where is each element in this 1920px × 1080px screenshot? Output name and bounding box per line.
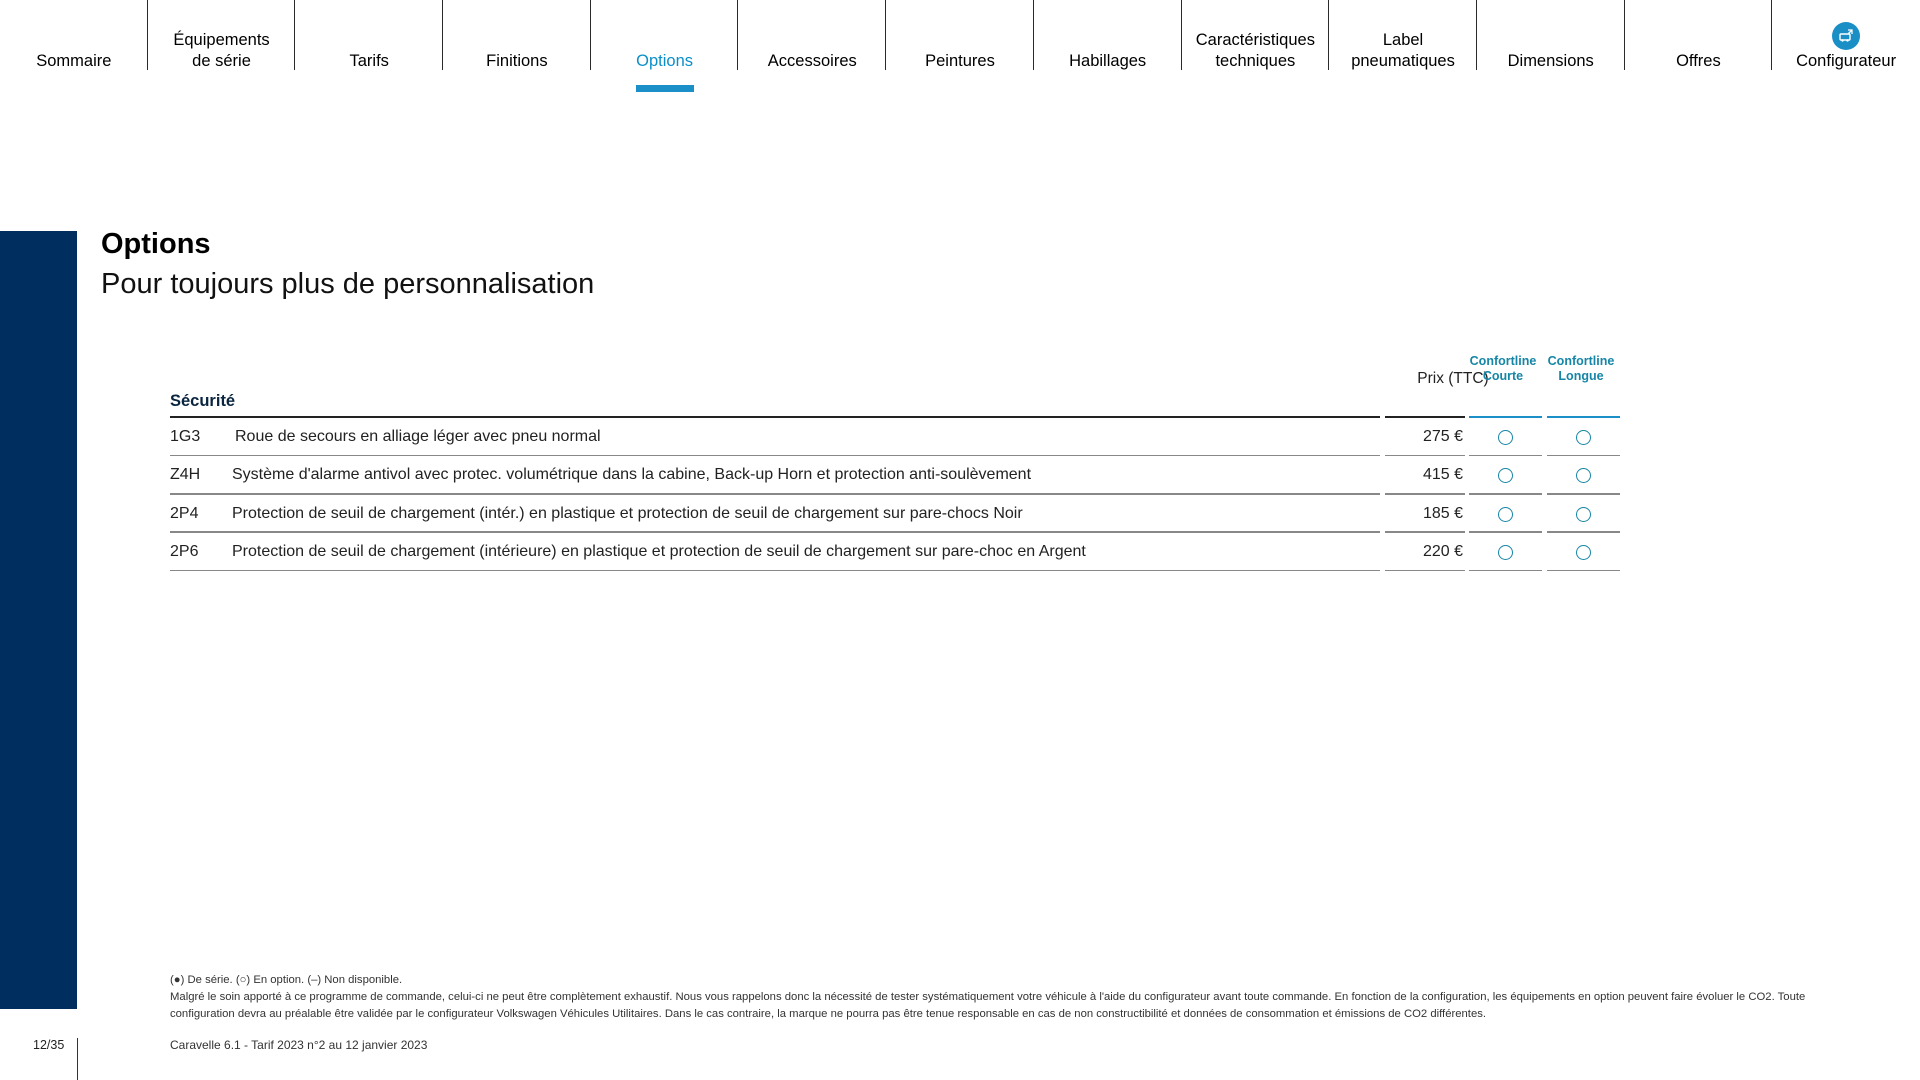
option-description: Système d'alarme antivol avec protec. volumétrique dans la cabine, Back-up Horn et protection anti-soulèvement <box>232 466 1032 484</box>
optional-circle-icon <box>1498 430 1513 445</box>
option-code: 2P4 <box>170 504 199 522</box>
nav-accessoires[interactable] <box>738 0 886 100</box>
option-code: 2P6 <box>170 542 199 560</box>
disclaimer-text: Malgré le soin apporté à ce programme de commande, celui-ci ne peut être complètement exhaustif. Nous vous rappelons donc la nécessité de tester systématiquement votre véhicule à l'aide du configurateur avant toute commande. En fonction de la configuration, les équipements en option peuvent faire évoluer le CO2. Toute configuration devra au préalable être validée par le configurateur Volkswagen Véhicules Utilitaires. Dans le cas contraire, la marque ne pourra pas être tenue responsable en cas de non constructibilité et données de consommation et émissions de CO2 différentes. <box>170 991 1806 1020</box>
nav-label: Sommaire <box>36 52 112 70</box>
nav-label: Équipements de série <box>173 31 270 70</box>
table-row <box>170 418 1620 456</box>
option-description: Protection de seuil de chargement (intérieure) en plastique et protection de seuil de chargement sur pare-choc en Argent <box>232 542 1086 560</box>
section-title: Sécurité <box>170 392 236 410</box>
table-row <box>170 533 1620 571</box>
active-tab-indicator <box>636 85 694 92</box>
optional-circle-icon <box>1498 507 1513 522</box>
option-description: Roue de secours en alliage léger avec pneu normal <box>235 428 601 445</box>
option-code: 1G3 <box>170 428 201 445</box>
nav-label: Offres <box>1676 52 1721 70</box>
top-navigation <box>0 0 1920 100</box>
nav-label: Configurateur <box>1796 52 1897 70</box>
nav-offres[interactable] <box>1625 0 1773 100</box>
legend-text: (●) De série. (○) En option. (–) Non disponible. <box>170 974 403 986</box>
nav-finitions[interactable] <box>443 0 591 100</box>
optional-circle-icon <box>1576 430 1591 445</box>
nav-label-pneumatiques[interactable] <box>1329 0 1477 100</box>
nav-caracteristiques-techniques[interactable] <box>1182 0 1330 100</box>
optional-circle-icon <box>1576 468 1591 483</box>
nav-label: Accessoires <box>767 52 857 70</box>
table-row <box>170 495 1620 533</box>
nav-dimensions[interactable] <box>1477 0 1625 100</box>
trim-header-confortline-longue: Confortline Longue <box>1547 354 1615 383</box>
option-description: Protection de seuil de chargement (intér.) en plastique et protection de seuil de chargement sur pare-chocs Noir <box>232 504 1023 522</box>
footer-divider <box>77 1038 78 1080</box>
nav-label: Finitions <box>486 52 548 70</box>
nav-equipements-de-serie[interactable] <box>148 0 296 100</box>
configurator-icon <box>1832 22 1860 50</box>
option-price: 275 € <box>1422 428 1463 445</box>
footnote <box>170 972 1850 1023</box>
nav-label: Peintures <box>925 52 995 70</box>
option-price: 220 € <box>1422 542 1463 560</box>
nav-label: Options <box>636 52 694 70</box>
optional-circle-icon <box>1576 545 1591 560</box>
footer-doc-title: Caravelle 6.1 - Tarif 2023 n°2 au 12 janvier 2023 <box>170 1038 428 1052</box>
table-row <box>170 456 1620 494</box>
option-code: Z4H <box>170 466 201 484</box>
nav-label: Tarifs <box>349 52 389 70</box>
option-price: 415 € <box>1422 466 1463 484</box>
optional-circle-icon <box>1498 468 1513 483</box>
nav-label: Caractéristiques techniques <box>1195 31 1315 70</box>
optional-circle-icon <box>1498 545 1513 560</box>
table-body <box>170 418 1620 571</box>
trim-header-confortline-courte: Confortline Courte <box>1469 354 1537 383</box>
page-subtitle: Pour toujours plus de personnalisation <box>101 268 595 300</box>
price-column-header: Prix (TTC) <box>1417 370 1489 387</box>
nav-label: Label pneumatiques <box>1351 31 1455 70</box>
nav-peintures[interactable] <box>886 0 1034 100</box>
nav-tarifs[interactable] <box>295 0 443 100</box>
nav-label: Habillages <box>1069 52 1147 70</box>
nav-sommaire[interactable] <box>0 0 148 100</box>
optional-circle-icon <box>1576 507 1591 522</box>
option-price: 185 € <box>1422 504 1463 522</box>
nav-habillages[interactable] <box>1034 0 1182 100</box>
nav-configurateur[interactable] <box>1772 0 1920 100</box>
nav-options[interactable] <box>591 0 739 100</box>
left-sidebar-bar <box>0 231 77 1009</box>
page-number: 12/35 <box>33 1038 65 1052</box>
page-title: Options <box>101 228 211 260</box>
nav-label: Dimensions <box>1507 52 1594 70</box>
